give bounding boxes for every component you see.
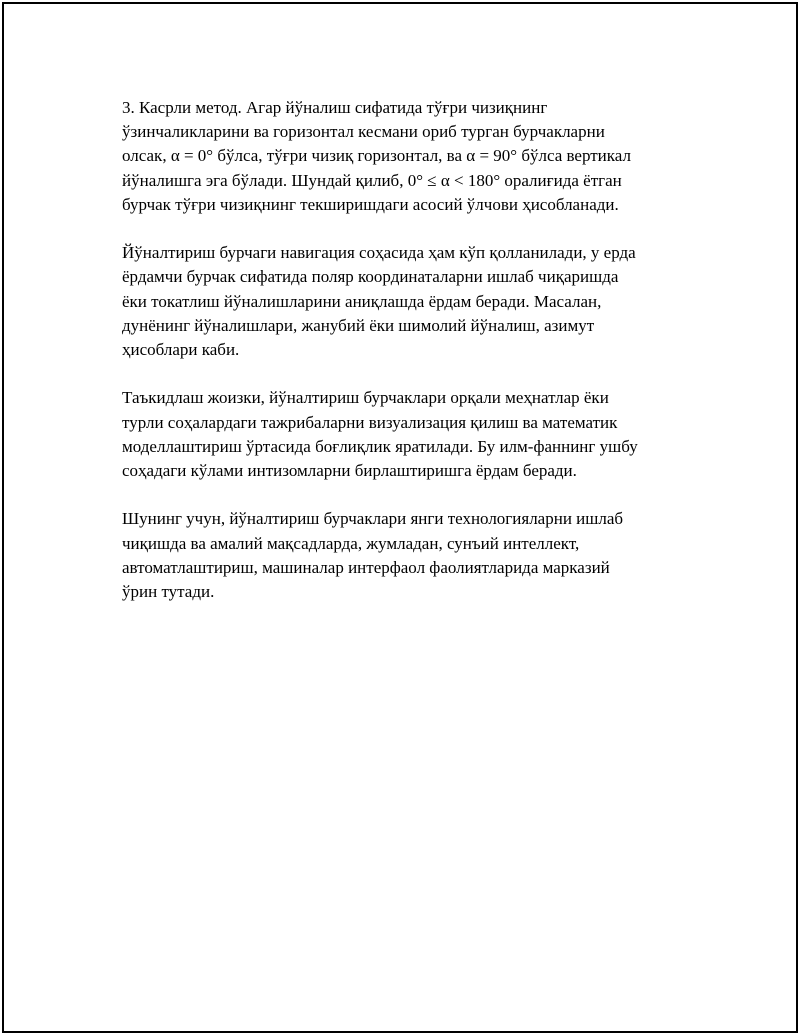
- paragraph-conclusion: Шунинг учун, йўналтириш бурчаклари янги технологияларни ишлаб чиқишда ва амалий мақсадларда, жумладан, сунъий интеллект, автоматлаштириш, машиналар интерфаол фаолиятларида марказий ўрин тутади.: [122, 509, 624, 602]
- paragraph-method: 3. Касрли метод. Агар йўналиш сифатида тўғри чизиқнинг ўзинчаликларини ва горизонтал кесмани ориб турган бурчакларни олсак, α = 0° бўлса, тўғри чизиқ горизонтал, ва α = 90° бўлса вертикал йўналишга эга бўлади. Шундай қилиб, 0° ≤ α < 180° оралиғида ётган бурчак тўғри чизиқнинг текширишдаги асосий ўлчови ҳисобланади.: [122, 98, 631, 214]
- paragraph-visualization: Таъкидлаш жоизки, йўналтириш бурчаклари орқали меҳнатлар ёки турли соҳалардаги тажрибаларни визуализация қилиш ва математик моделлаштириш ўртасида боғлиқлик яратилади. Бу илм-фаннинг ушбу соҳадаги кўлами интизомларни бирлаштиришга ёрдам беради.: [122, 388, 638, 481]
- paragraph-navigation: Йўналтириш бурчаги навигация соҳасида ҳам кўп қолланилади, у ерда ёрдамчи бурчак сифатида поляр координаталарни ишлаб чиқаришда ёки токатлиш йўналишларини аниқлашда ёрдам беради. Масалан, дунёнинг йўналишлари, жанубий ёки шимолий йўналиш, азимут ҳисоблари каби.: [122, 243, 636, 360]
- document-page: [2, 2, 798, 1033]
- document-body: [122, 96, 702, 628]
